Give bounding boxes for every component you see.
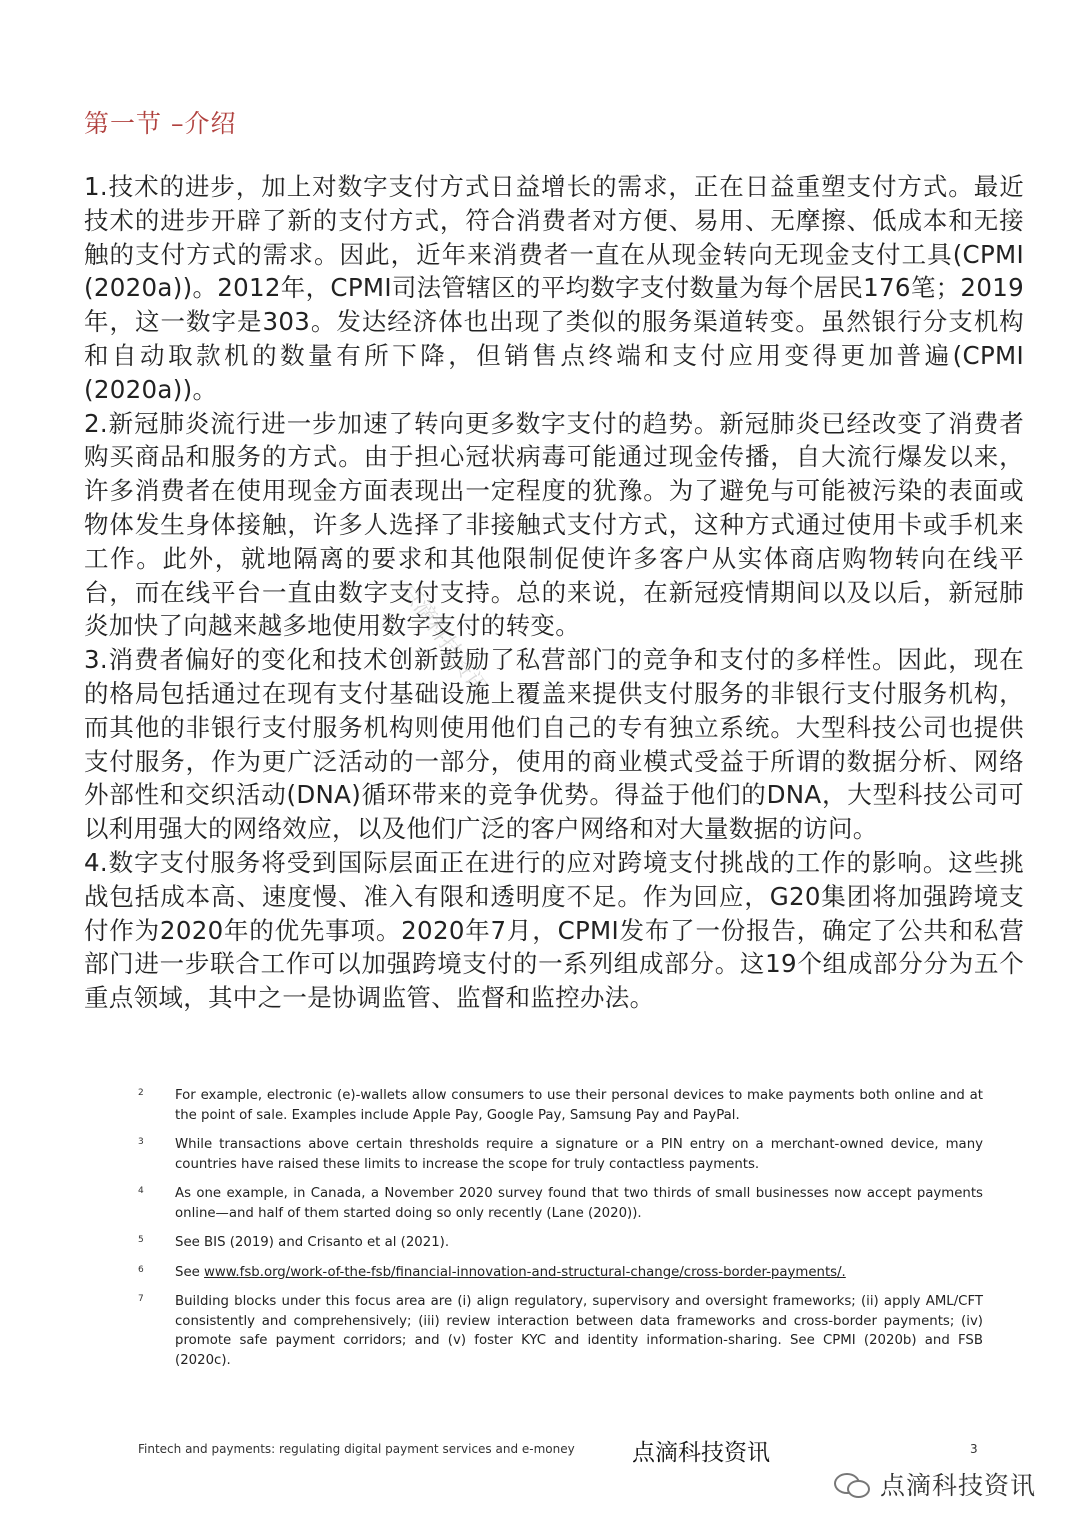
fsb-cross-border-link[interactable]: www.fsb.org/work-of-the-fsb/financial-innovation-and-structural-change/cross-border-payments/.	[204, 1264, 846, 1280]
footnote	[138, 1184, 983, 1223]
paragraph-3: 3.消费者偏好的变化和技术创新鼓励了私营部门的竞争和支付的多样性。因此，现在的格局包括通过在现有支付基础设施上覆盖来提供支付服务的非银行支付服务机构，而其他的非银行支付服务机构则使用他们自己的专有独立系统。大型科技公司也提供支付服务，作为更广泛活动的一部分，使用的商业模式受益于所谓的数据分析、网络外部性和交织活动(DNA)循环带来的竞争优势。得益于他们的DNA，大型科技公司可以利用强大的网络效应，以及他们广泛的客户网络和对大量数据的访问。	[84, 645, 1024, 844]
paragraph-4: 4.数字支付服务将受到国际层面正在进行的应对跨境支付挑战的工作的影响。这些挑战包括成本高、速度慢、准入有限和透明度不足。作为回应，G20集团将加强跨境支付作为2020年的优先事项。2020年7月，CPMI发布了一份报告，确定了公共和私营部门进一步联合工作可以加强跨境支付的一系列组成部分。这19个组成部分分为五个重点领域，其中之一是协调监管、监督和监控办法。	[84, 847, 1024, 1013]
footnote	[138, 1135, 983, 1174]
footnote-text: Building blocks under this focus area are (i) align regulatory, supervisory and oversight frameworks; (ii) apply AML/CFT consistently and comprehensively; (iii) review interaction between data frameworks and cross-border payments; (iv) promote safe payment corridors; and (v) foster KYC and identity information-sharing. See CPMI (2020b) and FSB (2020c).	[175, 1294, 983, 1368]
footer-center-label: 点滴科技资讯	[632, 1440, 770, 1466]
page-number: 3	[970, 1442, 978, 1456]
section-title: 第一节 –介绍	[84, 109, 237, 138]
footnote	[138, 1233, 983, 1253]
wechat-account-name: 点滴科技资讯	[880, 1471, 1037, 1500]
footnotes	[138, 1086, 983, 1380]
footnote-number: 5	[138, 1235, 144, 1245]
paragraph-2: 2.新冠肺炎流行进一步加速了转向更多数字支付的趋势。新冠肺炎已经改变了消费者购买商品和服务的方式。由于担心冠状病毒可能通过现金传播，自大流行爆发以来，许多消费者在使用现金方面表现出一定程度的犹豫。为了避免与可能被污染的表面或物体发生身体接触，许多人选择了非接触式支付方式，这种方式通过使用卡或手机来工作。此外，就地隔离的要求和其他限制促使许多客户从实体商店购物转向在线平台，而在线平台一直由数字支付支持。总的来说，在新冠疫情期间以及以后，新冠肺炎加快了向越来越多地使用数字支付的转变。	[84, 408, 1024, 641]
footnote-number: 3	[138, 1137, 144, 1147]
footnote-text	[175, 1263, 846, 1283]
footnote-prefix: See	[175, 1264, 205, 1280]
footnote	[138, 1263, 983, 1283]
footnote	[138, 1086, 983, 1125]
footnote-number: 6	[138, 1264, 144, 1275]
footnote-text: See BIS (2019) and Crisanto et al (2021).	[175, 1235, 450, 1250]
watermark: 点滴科技资讯	[395, 577, 492, 701]
footnote-text: For example, electronic (e)-wallets allow consumers to use their personal devices to make payments both online and at the point of sale. Examples include Apple Pay, Google Pay, Samsung Pay and PayPal.	[175, 1088, 983, 1123]
footer-doc-title: Fintech and payments: regulating digital payment services and e-money	[138, 1442, 575, 1456]
body-text	[84, 170, 1024, 1015]
footnote-text: While transactions above certain thresholds require a signature or a PIN entry on a merchant-owned device, many countries have raised these limits to increase the scope for truly contactless payments.	[175, 1137, 983, 1172]
footnote-number: 2	[138, 1088, 144, 1098]
wechat-account-badge[interactable]	[832, 1466, 1036, 1502]
wechat-icon	[832, 1469, 872, 1499]
paragraph-1: 1.技术的进步，加上对数字支付方式日益增长的需求，正在日益重塑支付方式。最近技术的进步开辟了新的支付方式，符合消费者对方便、易用、无摩擦、低成本和无接触的支付方式的需求。因此，近年来消费者一直在从现金转向无现金支付工具(CPMI (2020a))。2012年，CPMI司法管辖区的平均数字支付数量为每个居民176笔；2019年，这一数字是303。发达经济体也出现了类似的服务渠道转变。虽然银行分支机构和自动取款机的数量有所下降，但销售点终端和支付应用变得更加普遍(CPMI (2020a))。	[84, 172, 1024, 404]
footnote-number: 7	[138, 1294, 144, 1304]
footnote-text: As one example, in Canada, a November 2020 survey found that two thirds of small businesses now accept payments online—and half of them started doing so only recently (Lane (2020)).	[175, 1186, 983, 1221]
footnote	[138, 1292, 983, 1370]
footnote-number: 4	[138, 1186, 144, 1196]
